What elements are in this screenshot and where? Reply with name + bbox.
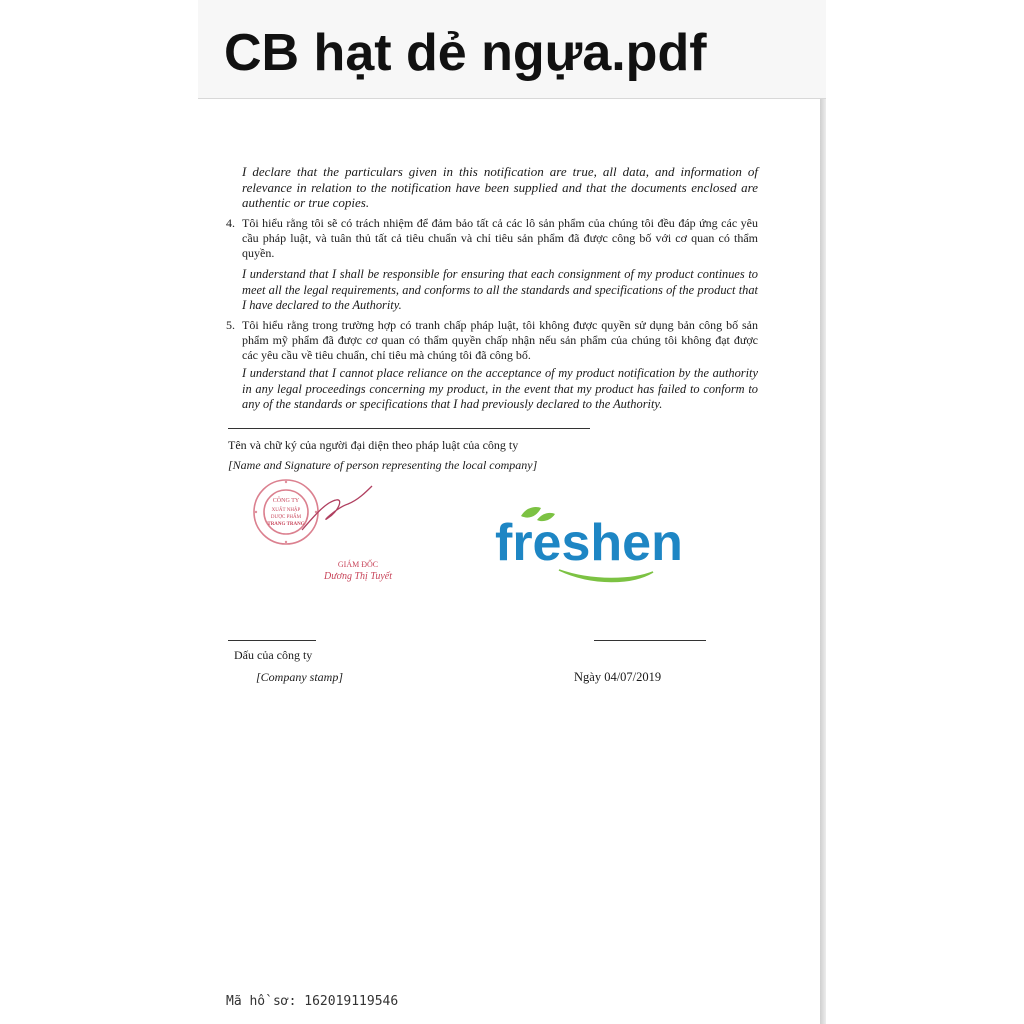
stamp-label-en: [Company stamp] [256,670,344,684]
file-title-bar [198,0,826,99]
item-number-5: 5. [226,318,235,332]
stamp-inner-3: TRANG TRANG [267,522,305,527]
signature-line [228,428,590,429]
stamp-name: Dương Thị Tuyết [323,571,393,582]
company-stamp-signature [240,478,440,588]
logo-text: freshen [495,514,683,572]
stamp-title: GIÁM ĐỐC [337,560,379,569]
stamp-line [228,640,316,641]
page-edge-shadow [820,99,826,1024]
stamp-ring-text: CÔNG TY [272,498,300,504]
file-title: CB hạt dẻ ngựa.pdf [224,24,707,82]
date-label: Ngày 04/07/2019 [574,670,662,684]
stamp-inner-1: XUẤT NHẬP [271,508,301,513]
signature-label-en: [Name and Signature of person representing the local company] [228,458,538,472]
stamp-image [240,478,440,588]
date-line [594,640,706,641]
stamp-label-vi: Dấu của công ty [234,648,313,662]
freshen-logo-image [493,500,708,590]
declaration-intro-en: I declare that the particulars given in this notification are true, all data, and information of relevance in relation to the notification have been supplied and that the documents enclosed are authentic or true copies. [242,164,758,211]
item-5-vi: Tôi hiểu rằng trong trường hợp có tranh chấp pháp luật, tôi không được quyền sử dụng bản công bố sản phẩm mỹ phẩm đã được cơ quan có thẩm quyền chấp nhận nếu sản phẩm của chúng tôi không đạt được các yêu cầu về tiêu chuẩn, chỉ tiêu mà chúng tôi đã công bố. [242,318,758,362]
freshen-logo [493,500,708,590]
item-4-vi: Tôi hiểu rằng tôi sẽ có trách nhiệm để đảm bảo tất cả các lô sản phẩm của chúng tôi đều đáp ứng các yêu cầu pháp luật, và tuân thủ tất cả tiêu chuẩn và chỉ tiêu sản phẩm đã được công bố với cơ quan có thẩm quyền. [242,216,758,260]
item-number-4: 4. [226,216,235,230]
handwritten-signature [302,486,372,530]
item-5-en: I understand that I cannot place reliance on the acceptance of my product notification by the authority in any legal proceedings concerning my product, in the event that my product has failed to conform to any of the standards or specifications that I had previously declared to the Authority. [242,366,758,411]
stamp-inner-2: DƯỢC PHẨM [270,515,302,520]
dossier-code: Mã hồ sơ: 162019119546 [226,994,399,1009]
item-4-en: I understand that I shall be responsible for ensuring that each consignment of my product continues to meet all the legal requirements, and conforms to all the standards and specifications of the product that I have declared to the Authority. [242,267,758,312]
signature-label-vi: Tên và chữ ký của người đại diện theo pháp luật của công ty [228,438,519,452]
